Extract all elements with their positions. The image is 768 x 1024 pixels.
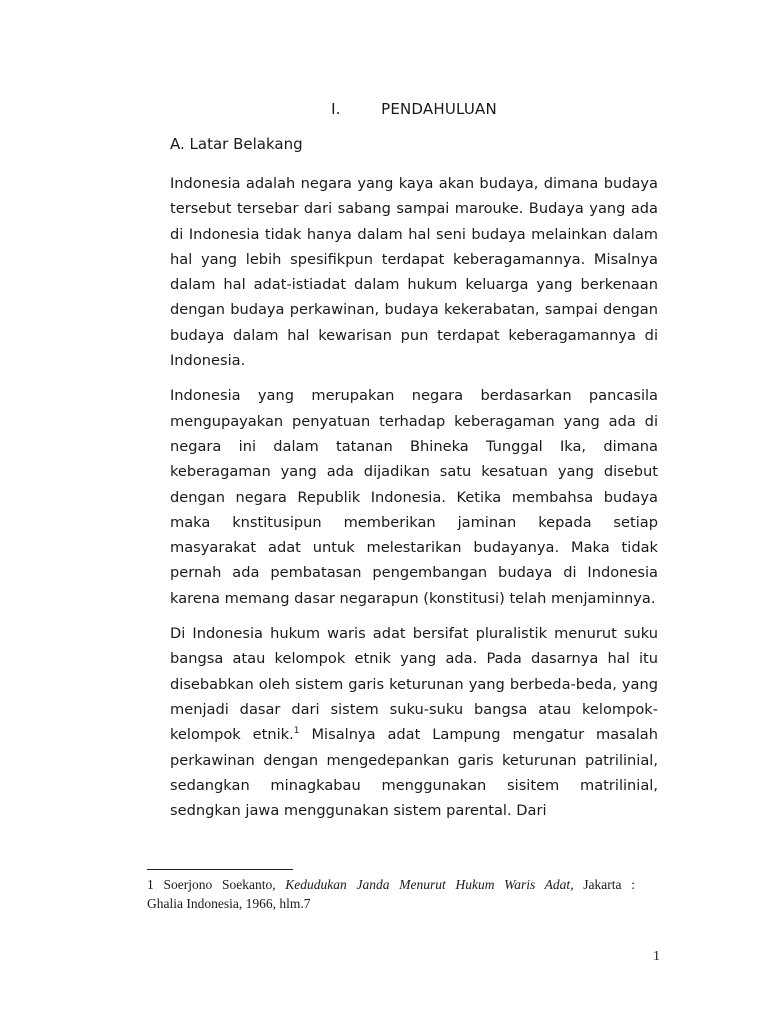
chapter-heading bbox=[0, 100, 768, 118]
footnote-separator bbox=[147, 869, 293, 870]
footnote-line-1 bbox=[147, 875, 635, 894]
body-text bbox=[170, 171, 658, 833]
footnote-line-2: Ghalia Indonesia, 1966, hlm.7 bbox=[147, 896, 311, 911]
paragraph-3 bbox=[170, 621, 658, 823]
footnote bbox=[147, 875, 635, 913]
footnote-publisher: , Jakarta : bbox=[570, 877, 635, 892]
footnote-reference: 1 bbox=[293, 726, 300, 737]
chapter-title: PENDAHULUAN bbox=[381, 100, 497, 118]
footnote-title: Kedudukan Janda Menurut Hukum Waris Adat bbox=[275, 877, 571, 892]
paragraph-2: Indonesia yang merupakan negara berdasarkan pancasila mengupayakan penyatuan terhadap keberagaman yang ada di negara ini dalam tatanan Bhineka Tunggal Ika, dimana keberagaman yang ada dijadikan satu kesatuan yang disebut dengan negara Republik Indonesia. Ketika membahsa budaya maka knstitusipun memberikan jaminan kepada setiap masyarakat adat untuk melestarikan budayanya. Maka tidak pernah ada pembatasan pengembangan budaya di Indonesia karena memang dasar negarapun (konstitusi) telah menjaminnya. bbox=[170, 387, 658, 607]
paragraph-1: Indonesia adalah negara yang kaya akan budaya, dimana budaya tersebut tersebar dari sabang sampai marouke. Budaya yang ada di Indonesia tidak hanya dalam hal seni budaya melainkan dalam hal yang lebih spesifikpun terdapat keberagamannya. Misalnya dalam hal adat-istiadat dalam hukum keluarga yang berkenaan dengan budaya perkawinan, budaya kekerabatan, sampai dengan budaya dalam hal kewarisan pun terdapat keberagamannya di Indonesia. bbox=[170, 175, 658, 370]
chapter-number: I. bbox=[331, 100, 341, 118]
section-heading: A. Latar Belakang bbox=[170, 135, 303, 153]
footnote-author: Soerjono Soekanto, bbox=[153, 877, 276, 892]
paragraph-3-after-ref: Misalnya adat Lampung mengatur masalah perkawinan dengan mengedepankan garis keturunan patrilinial, sedangkan minagkabau menggunakan sisitem matrilinial, sedngkan jawa menggunakan sistem parental. Dari bbox=[170, 726, 658, 820]
footnote-number: 1 bbox=[147, 877, 154, 892]
paragraph-3-before-ref: Di Indonesia hukum waris adat bersifat pluralistik menurut suku bangsa atau kelompok etnik yang ada. Pada dasarnya hal itu disebabkan oleh sistem garis keturunan yang berbeda-beda, yang menjadi dasar dari sistem suku-suku bangsa atau kelompok-kelompok etnik. bbox=[170, 625, 658, 744]
page-number: 1 bbox=[653, 949, 660, 964]
